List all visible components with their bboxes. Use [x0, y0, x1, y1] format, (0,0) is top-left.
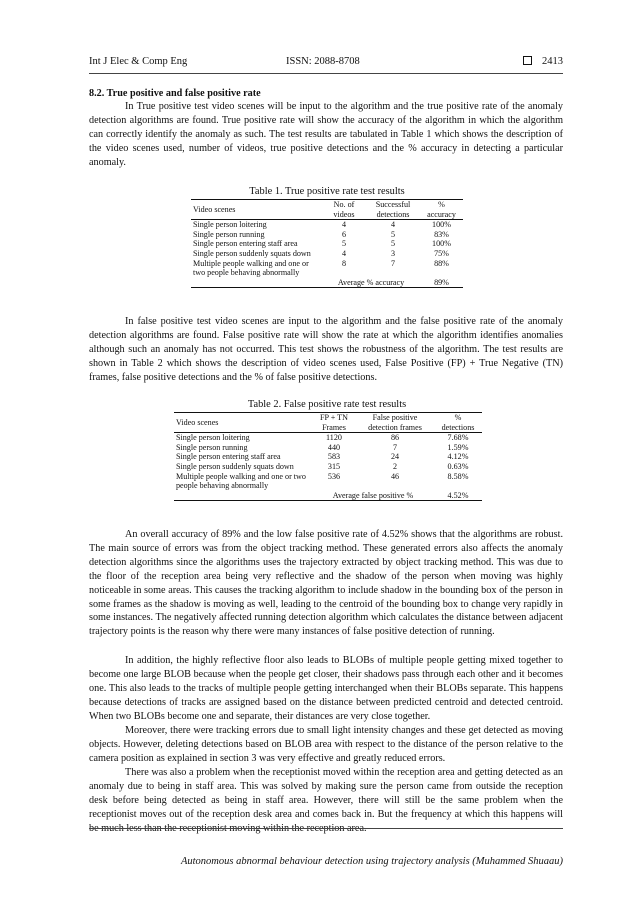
col-header: False positive detection frames [368, 413, 422, 432]
col-header: Successful detections [375, 200, 411, 219]
table-summary-row: Average false positive % 4.52% [174, 491, 482, 501]
section-heading: 8.2. True positive and false positive rate [89, 88, 261, 99]
journal-name: Int J Elec & Comp Eng [89, 56, 188, 67]
table-row: Single person suddenly squats down 4 3 75% [193, 248, 449, 258]
paragraph [89, 528, 563, 639]
running-header [89, 56, 563, 72]
table-summary-row: Average % accuracy 89% [191, 278, 463, 288]
paragraph-text: In True positive test video scenes will be input to the algorithm and the true positive rate of the anomaly detection algorithms are found. True positive rate will show the accuracy of the algorithm in which the algorithm can correctly identify the anomaly as such. The test results are tabulated in Table 1 which shows the description of the video scenes used, number of videos, true positive detections and the % accuracy in detecting a particular anomaly. [89, 101, 563, 168]
col-header: % detections [441, 413, 475, 432]
table-row: Multiple people walking and one or two people behaving abnormally 8 7 88% [193, 258, 449, 278]
table-row: Single person running 6 5 83% [193, 229, 449, 239]
col-header: % accuracy [427, 200, 456, 219]
table-header-row [191, 200, 463, 220]
paragraph [89, 766, 563, 836]
col-header-scenes: Video scenes [193, 204, 236, 214]
table-1-caption: Table 1. True positive rate test results [249, 186, 405, 197]
paragraph-text: An overall accuracy of 89% and the low false positive rate of 4.52% shows that the algorithms are robust. The main source of errors was from the object tracking method. These generated errors also affects the anomaly detection algorithms since the algorithms uses the trajectory extracted by object tracking method. This was due to the floor of the reception area being very reflective and the shadow of the person when moving was highly noticeable in some areas. This causes the tracking algorithm to include shadow in the bounding box of the person in some frames as the shadow is moving as well, leading to the centroid of the bounding box to change very rapidly in some instances. The negatively affected running detection algorithm which calculates the distance between adjacent trajectory points is the reason why there were many instances of false positive detection of running. [89, 529, 563, 638]
col-header-scenes: Video scenes [176, 417, 219, 427]
running-footer: Autonomous abnormal behaviour detection using trajectory analysis (Muhammed Shuaau) [180, 856, 563, 867]
table-2-caption: Table 2. False positive rate test results [247, 399, 407, 410]
table-row: Single person loitering 4 4 100% [193, 220, 451, 230]
table-row: Multiple people walking and one or two people behaving abnormally 536 46 8.58% [176, 471, 469, 491]
table-row: Single person suddenly squats down 315 2 0.63% [176, 461, 469, 471]
footer-rule [89, 828, 563, 829]
col-header: No. of videos [333, 200, 355, 219]
paragraph-text: Moreover, there were tracking errors due to small light intensity changes and these get detected as moving objects. However, deleting detections based on BLOB area with respect to the distance of the person relative to the camera position as explained in section 3 was very effective and greatly reduced errors. [89, 725, 563, 764]
table-header-row [174, 413, 482, 433]
paragraph-text: There was also a problem when the receptionist moved within the reception area and getting detected as an anomaly due to being in staff area. This was solved by making sure the person came from outside the reception desk before being detected as being in staff area. However, there will still be the same problem when the receptionist moves out of the reception desk area and comes back in. But the frequency at which this happens will be much less than the receptionist moving within the reception area. [89, 767, 563, 834]
table-row: Single person running 440 7 1.59% [176, 442, 469, 452]
page-number: 2413 [542, 56, 563, 67]
col-header: FP + TN Frames [320, 413, 348, 432]
table-1 [191, 199, 463, 288]
paragraph [89, 654, 563, 724]
paragraph [89, 100, 563, 170]
paragraph-text: In false positive test video scenes are input to the algorithm and the false positive rate of the anomaly detection algorithms are found. False positive rate will show the rate at which the algorithm identifies anomalies although such an anomaly has not occurred. This test shows the robustness of the algorithm. The test results are shown in Table 2 which shows the description of video scenes used, False Positive (FP) + True Negative (TN) frames, false positive detections and the % of false positive detections. [89, 316, 563, 383]
issn: ISSN: 2088-8708 [286, 56, 360, 67]
table-2 [174, 412, 482, 501]
checkbox-square-icon [523, 56, 532, 65]
page-number-block [523, 56, 563, 67]
header-rule [89, 73, 563, 74]
table-row: Single person entering staff area 583 24 4.12% [176, 452, 469, 462]
table-row: Single person entering staff area 5 5 100% [193, 239, 451, 249]
table-row: Single person loitering 1120 86 7.68% [176, 433, 469, 443]
paragraph [89, 724, 563, 766]
paragraph [89, 315, 563, 385]
paragraph-text: In addition, the highly reflective floor also leads to BLOBs of multiple people getting mixed together to become one large BLOB because when the people get closer, their shadows pass through each other and it becomes one. This also leads to the tracks of multiple people getting interchanged when their BLOBs separate. This happens because detections of tracks are assigned based on the distance between predicted centroid and detected centroid. When two BLOBs become one and separate, their distances are very close together. [89, 655, 563, 722]
